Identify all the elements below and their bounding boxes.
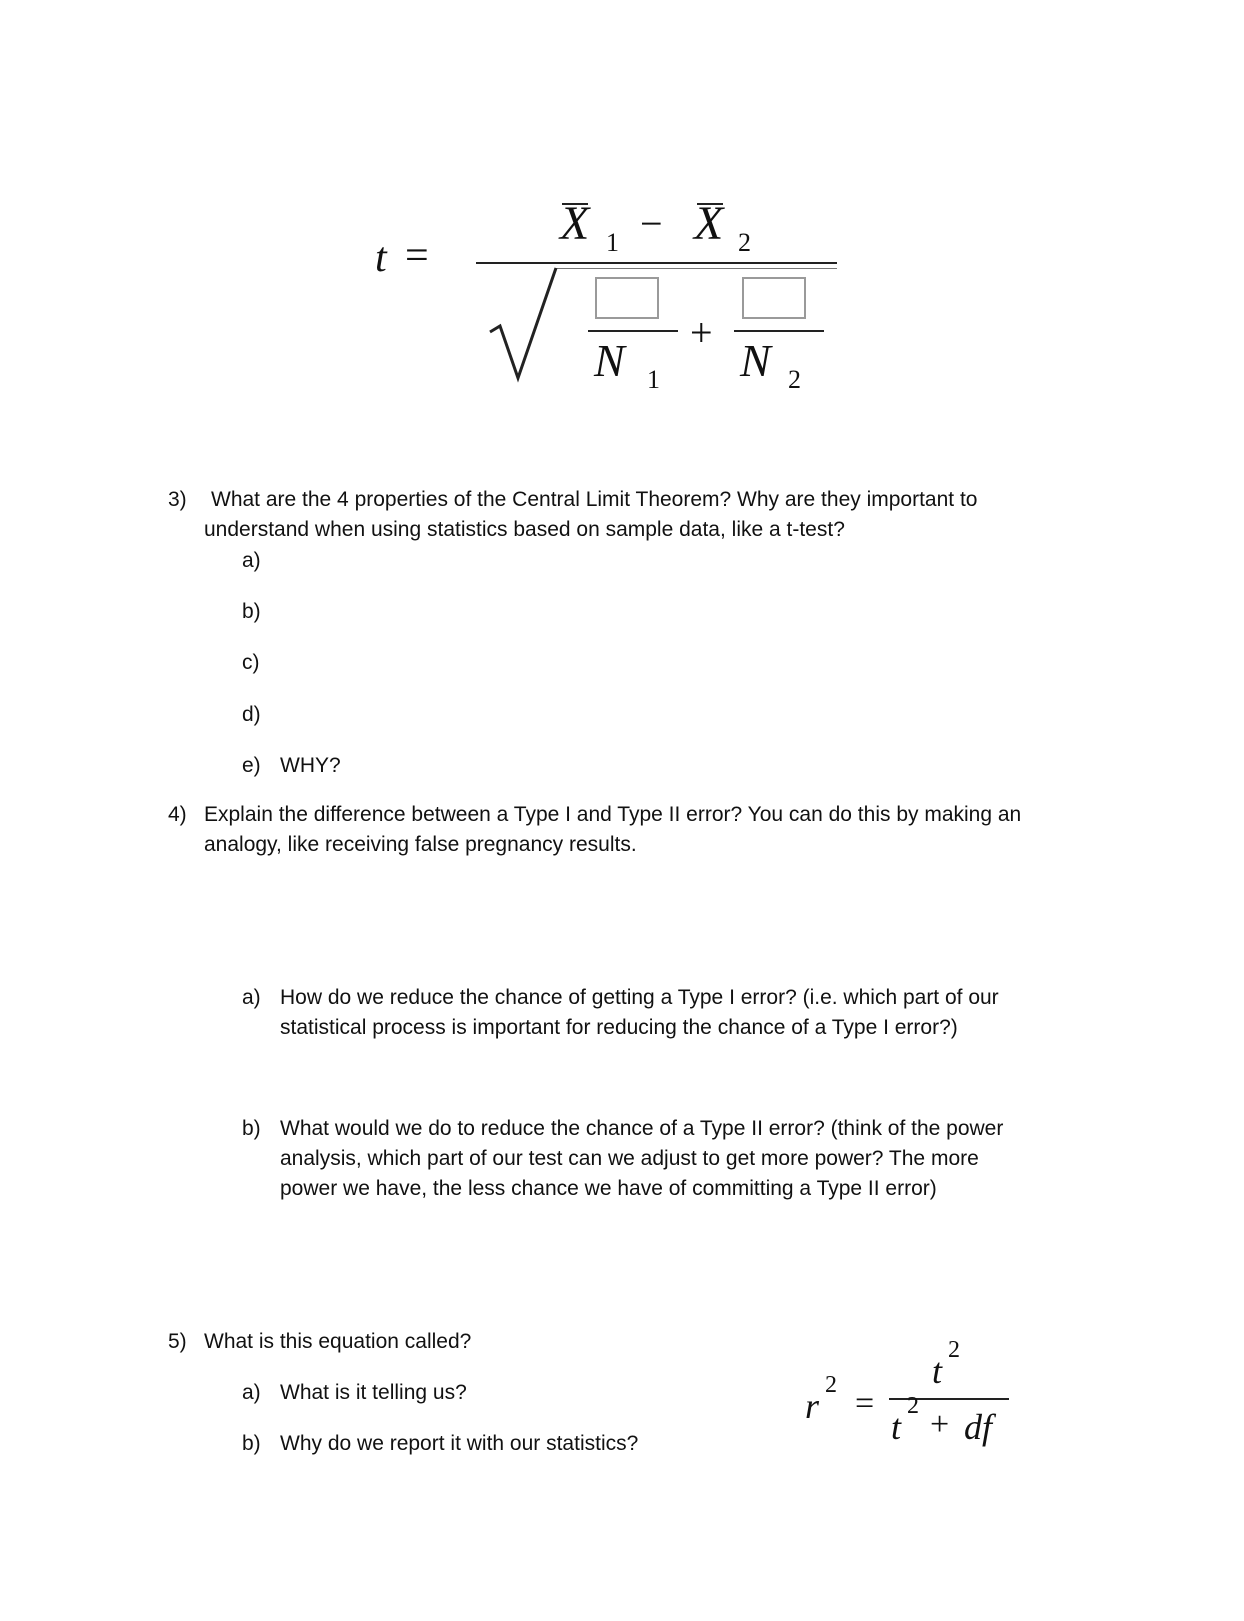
- question-4-number: 4): [168, 803, 187, 826]
- question-5b-label: b): [242, 1432, 261, 1455]
- formula-n1: N: [594, 335, 625, 386]
- formula-plus: +: [690, 310, 713, 355]
- question-4a-label: a): [242, 986, 261, 1009]
- blank-variance-box-1: [595, 277, 659, 319]
- fraction-bar-1: [588, 330, 678, 332]
- formula-t-symbol: t: [375, 235, 387, 281]
- main-fraction-bar: [476, 262, 837, 264]
- formula-x2: X: [694, 197, 724, 250]
- question-3-number: 3): [168, 488, 187, 511]
- r2-lhs-exponent: 2: [825, 1372, 837, 1398]
- radical-overline: [556, 268, 837, 269]
- question-3-item-b: b): [242, 600, 261, 623]
- r2-numerator-t: t: [932, 1351, 943, 1391]
- question-4-line-1: Explain the difference between a Type I and Type II error? You can do this by making an: [204, 803, 1022, 826]
- square-root-icon: [488, 266, 560, 388]
- question-3-line-1: What are the 4 properties of the Central Limit Theorem? Why are they important to: [211, 488, 978, 511]
- question-4b-line-1: What would we do to reduce the chance of a Type II error? (think of the power: [280, 1117, 1004, 1140]
- formula-n2-subscript: 2: [788, 365, 801, 394]
- question-5-text: What is this equation called?: [204, 1330, 472, 1353]
- question-5a-text: What is it telling us?: [280, 1381, 467, 1404]
- r2-lhs: r: [805, 1386, 820, 1426]
- formula-x1-subscript: 1: [606, 228, 619, 257]
- question-4b-line-2: analysis, which part of our test can we adjust to get more power? The more: [280, 1147, 979, 1170]
- question-4b-label: b): [242, 1117, 261, 1140]
- formula-n1-subscript: 1: [647, 365, 660, 394]
- question-4a-line-1: How do we reduce the chance of getting a Type I error? (i.e. which part of our: [280, 986, 999, 1009]
- formula-x2-subscript: 2: [738, 228, 751, 257]
- question-4b-line-3: power we have, the less chance we have of committing a Type II error): [280, 1177, 937, 1200]
- question-4a-line-2: statistical process is important for reducing the chance of a Type I error?): [280, 1016, 958, 1039]
- question-3-item-c: c): [242, 651, 260, 674]
- r2-denominator-t: t: [891, 1407, 902, 1447]
- fraction-bar-2: [734, 330, 824, 332]
- r2-df: df: [964, 1407, 993, 1447]
- question-5a-label: a): [242, 1381, 261, 1404]
- blank-variance-box-2: [742, 277, 806, 319]
- question-3-item-d: d): [242, 703, 261, 726]
- formula-n2: N: [740, 335, 771, 386]
- r2-equals: =: [855, 1385, 875, 1422]
- r2-numerator-exponent: 2: [948, 1337, 960, 1363]
- question-3-item-a: a): [242, 549, 261, 572]
- question-5-number: 5): [168, 1330, 187, 1353]
- r2-plus: +: [930, 1406, 950, 1443]
- formula-equals: =: [405, 233, 429, 279]
- r2-denominator-exponent: 2: [907, 1393, 919, 1419]
- formula-minus: −: [640, 201, 663, 246]
- question-3-line-2: understand when using statistics based on sample data, like a t-test?: [204, 518, 845, 541]
- question-3-item-e-label: e): [242, 754, 261, 777]
- question-5b-text: Why do we report it with our statistics?: [280, 1432, 639, 1455]
- question-4-line-2: analogy, like receiving false pregnancy results.: [204, 833, 637, 856]
- formula-x1: X: [560, 197, 590, 250]
- question-3-item-e-text: WHY?: [280, 754, 341, 777]
